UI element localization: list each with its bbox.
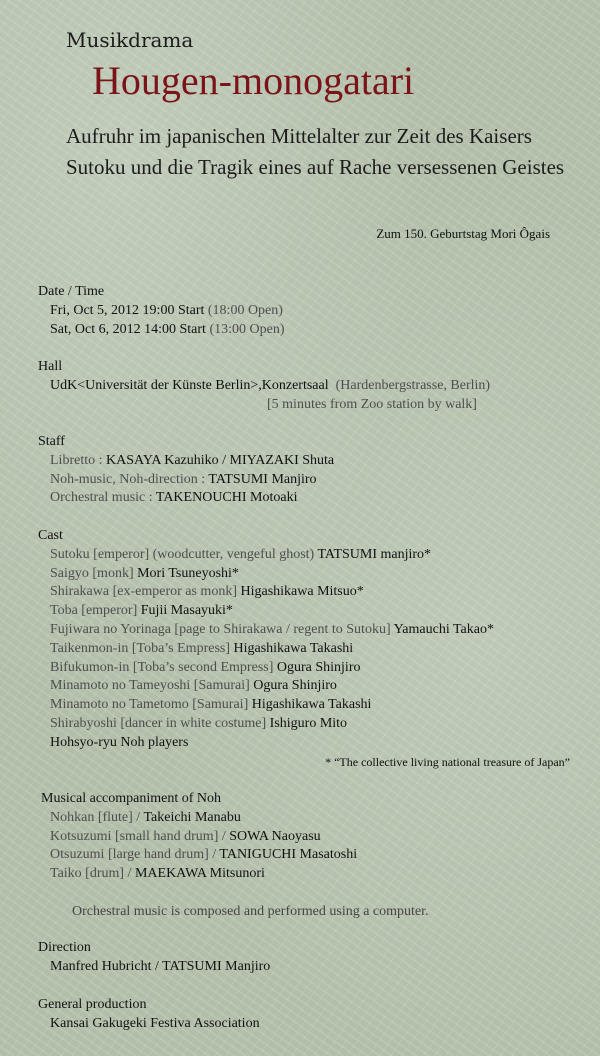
cast-footnote: * “The collective living national treasure of Japan” [325, 755, 570, 769]
instrument: Nohkan [flute] / [50, 809, 141, 825]
cast-row [38, 659, 494, 678]
music-row [41, 865, 357, 884]
cast-row [38, 565, 494, 584]
cast-role: Taikenmon-in [Toba’s Empress] [50, 640, 230, 656]
date-open: (13:00 Open) [209, 321, 285, 337]
instrument: Otsuzumi [large hand drum] / [50, 847, 217, 863]
cast-role: Shirabyoshi [dancer in white costume] [50, 715, 267, 731]
staff-section [38, 433, 334, 508]
hall-row [38, 377, 490, 396]
cast-row [38, 621, 494, 640]
tagline: Aufruhr im japanischen Mittelalter zur Zeit des Kaisers Sutoku und die Tragik eines auf Rache versessenen Geistes [66, 124, 565, 179]
music-heading: Musical accompaniment of Noh [41, 791, 222, 806]
cast-row [38, 546, 494, 565]
hall-section [38, 358, 490, 414]
cast-actor: Ishiguro Mito [269, 715, 348, 731]
cast-role: Shirakawa [ex-emperor as monk] [50, 584, 237, 600]
cast-row [38, 677, 494, 696]
musician: TANIGUCHI Masatoshi [219, 847, 358, 863]
date-open: (18:00 Open) [207, 302, 283, 318]
cast-actor: Ogura Shinjiro [253, 678, 337, 694]
instrument: Taiko [drum] / [50, 866, 132, 882]
music-row [41, 809, 357, 828]
staff-name: KASAYA Kazuhiko / MIYAZAKI Shuta [106, 452, 335, 468]
date-row [38, 321, 284, 340]
cast-role: Saigyo [monk] [50, 565, 134, 581]
instrument: Kotsuzumi [small hand drum] / [50, 828, 226, 844]
cast-role: Minamoto no Tameyoshi [Samurai] [50, 678, 250, 694]
cast-section [38, 527, 494, 753]
music-row [41, 828, 357, 847]
cast-actor: Fujii Masayuki* [140, 603, 233, 619]
hall-directions: [5 minutes from Zoo station by walk] [267, 396, 477, 412]
date-row [38, 302, 284, 321]
date-start: Fri, Oct 5, 2012 19:00 Start [50, 302, 205, 318]
cast-row [38, 715, 494, 734]
page-title: Hougen-monogatari [92, 58, 415, 103]
date-time-section [38, 283, 284, 339]
cast-role: Fujiwara no Yorinaga [page to Shirakawa / regent to Sutoku] [50, 621, 391, 637]
cast-role: Toba [emperor] [50, 603, 138, 619]
staff-row [38, 489, 334, 508]
cast-row [38, 734, 494, 753]
cast-role: Sutoku [emperor] (woodcutter, vengeful ghost) [50, 546, 315, 562]
music-section [41, 790, 357, 884]
cast-actor: TATSUMI manjiro* [317, 546, 432, 562]
direction-section [38, 939, 270, 977]
cast-actor: Hohsyo-ryu Noh players [50, 734, 189, 750]
cast-row [38, 640, 494, 659]
production-name: Kansai Gakugeki Festiva Association [50, 1015, 260, 1031]
staff-heading: Staff [38, 434, 65, 449]
musician: Takeichi Manabu [143, 809, 241, 825]
production-heading: General production [38, 997, 147, 1012]
cast-actor: Higashikawa Takashi [251, 697, 372, 713]
staff-row [38, 471, 334, 490]
direction-heading: Direction [38, 940, 91, 955]
cast-row [38, 602, 494, 621]
hall-address: (Hardenbergstrasse, Berlin) [335, 377, 491, 393]
cast-role: Bifukumon-in [Toba’s second Empress] [50, 659, 274, 675]
dedication: Zum 150. Geburtstag Mori Ôgais [376, 226, 550, 241]
subtitle: Musikdrama [66, 28, 194, 52]
staff-row [38, 452, 334, 471]
director-names: Manfred Hubricht / TATSUMI Manjiro [50, 958, 271, 974]
cast-actor: Higashikawa Mitsuo* [240, 584, 364, 600]
musician: MAEKAWA Mitsunori [134, 866, 265, 882]
cast-heading: Cast [38, 528, 63, 543]
cast-actor: Mori Tsuneyoshi* [137, 565, 239, 581]
cast-role: Minamoto no Tametomo [Samurai] [50, 697, 249, 713]
production-section [38, 996, 260, 1034]
staff-role: Orchestral music : [50, 490, 153, 506]
cast-row [38, 583, 494, 602]
staff-role: Libretto : [50, 452, 103, 468]
orchestral-note: Orchestral music is composed and performed using a computer. [72, 904, 429, 919]
music-row [41, 846, 357, 865]
musician: SOWA Naoyasu [229, 828, 321, 844]
cast-actor: Yamauchi Takao* [393, 621, 494, 637]
date-start: Sat, Oct 6, 2012 14:00 Start [50, 321, 206, 337]
cast-row [38, 696, 494, 715]
staff-name: TAKENOUCHI Motoaki [155, 490, 298, 506]
hall-name: UdK<Universität der Künste Berlin>,Konzertsaal [50, 377, 329, 393]
cast-actor: Higashikawa Takashi [233, 640, 354, 656]
hall-heading: Hall [38, 359, 63, 374]
staff-role: Noh-music, Noh-direction : [50, 471, 206, 487]
staff-name: TATSUMI Manjiro [208, 471, 317, 487]
date-time-heading: Date / Time [38, 284, 105, 299]
cast-actor: Ogura Shinjiro [276, 659, 361, 675]
